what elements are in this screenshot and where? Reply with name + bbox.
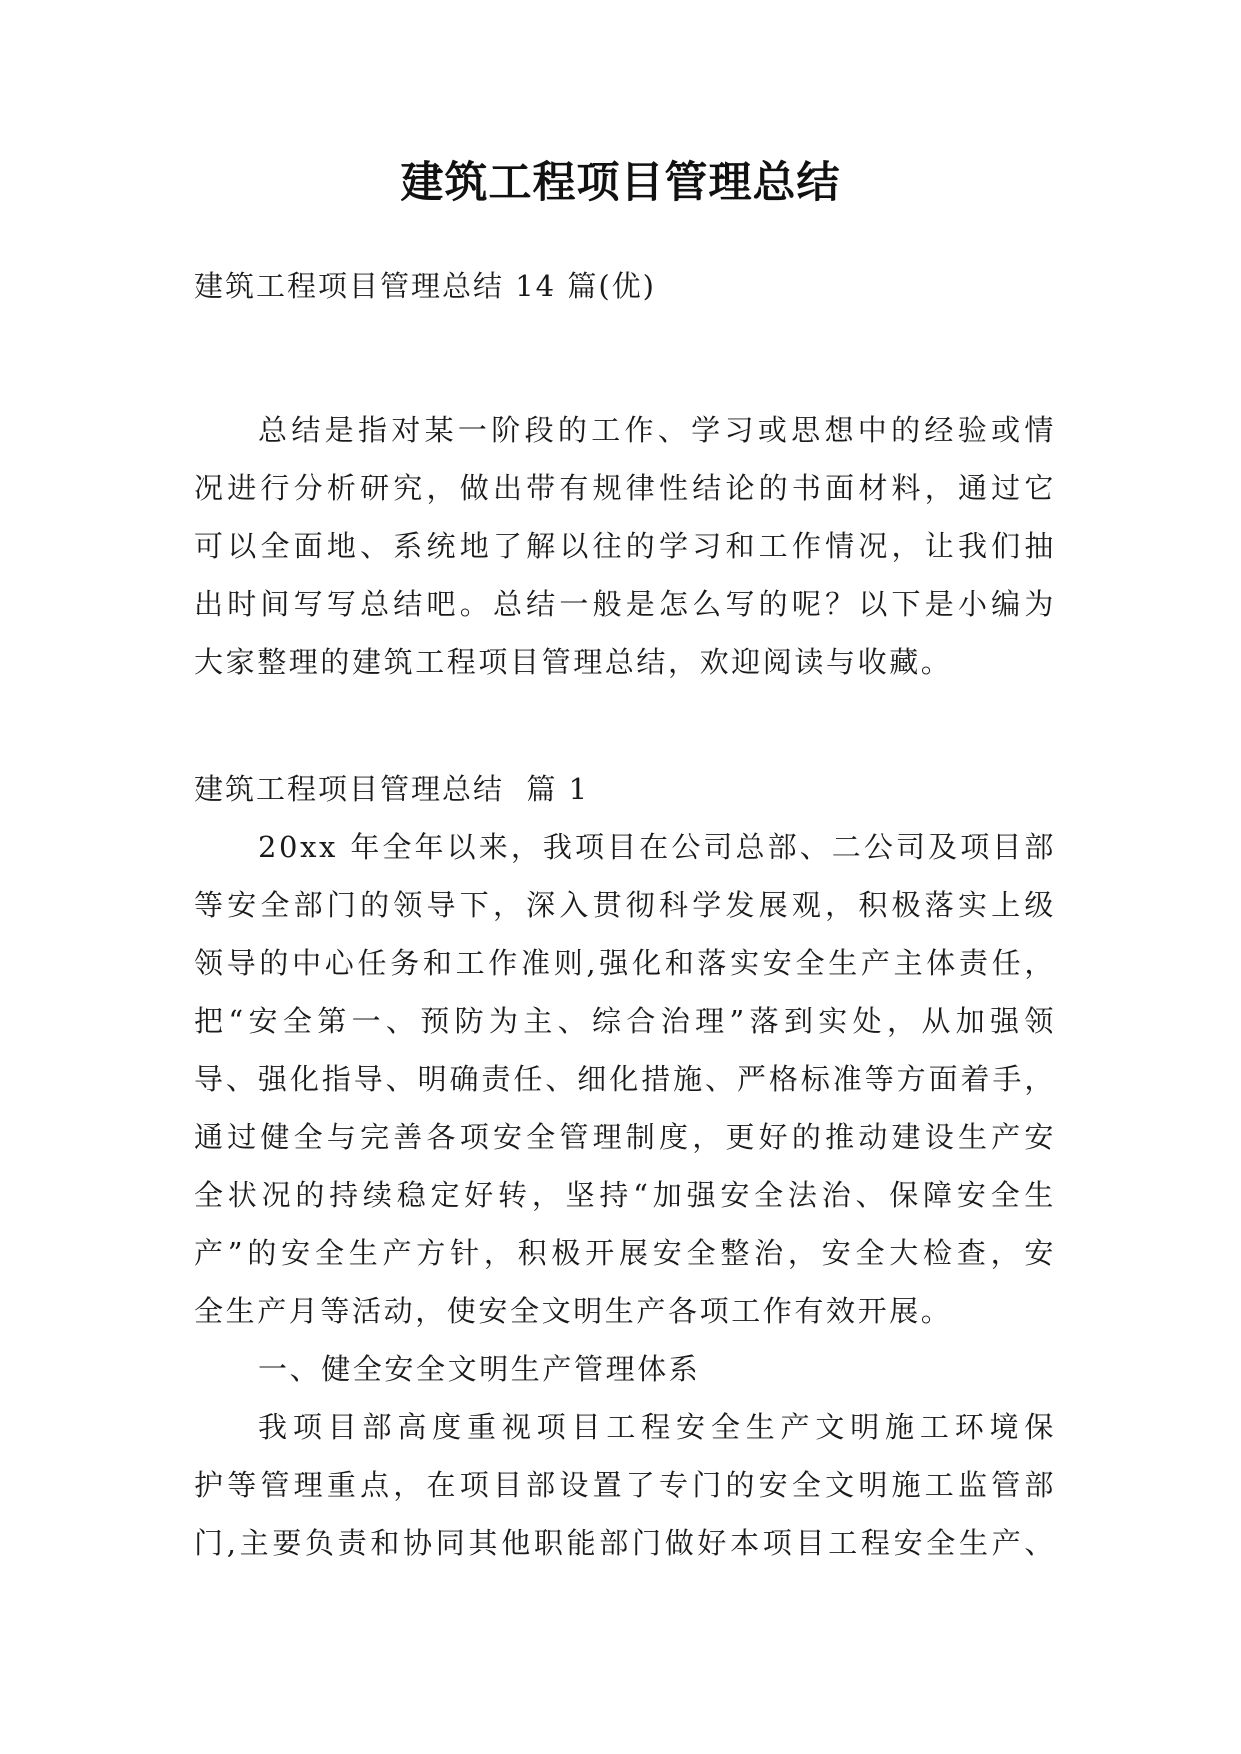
body-line: 产”的安全生产方针，积极开展安全整治，安全大检查，安: [194, 1236, 1056, 1270]
body-line: 我项目部高度重视项目工程安全生产文明施工环境保: [258, 1410, 1056, 1444]
intro-line: 可以全面地、系统地了解以往的学习和工作情况，让我们抽: [194, 529, 1056, 563]
body-paragraph-2: [194, 1398, 1056, 1572]
section-heading: 建筑工程项目管理总结 篇 1: [194, 772, 590, 806]
body-line: 把“安全第一、预防为主、综合治理”落到实处，从加强领: [194, 1004, 1056, 1038]
intro-line: 大家整理的建筑工程项目管理总结，欢迎阅读与收藏。: [194, 645, 953, 679]
body-line: 护等管理重点，在项目部设置了专门的安全文明施工监管部: [194, 1468, 1056, 1502]
document-subtitle: 建筑工程项目管理总结 14 篇(优): [194, 269, 656, 303]
subheading-1: 一、健全安全文明生产管理体系: [258, 1352, 701, 1386]
body-line: 领导的中心任务和工作准则,强化和落实安全生产主体责任，: [194, 946, 1056, 980]
section-body: [194, 818, 1056, 1572]
body-line: 全状况的持续稳定好转，坚持“加强安全法治、保障安全生: [194, 1178, 1056, 1212]
body-line: 20xx 年全年以来，我项目在公司总部、二公司及项目部: [258, 830, 1056, 864]
intro-paragraph: [194, 401, 1056, 691]
intro-line: 总结是指对某一阶段的工作、学习或思想中的经验或情: [258, 413, 1056, 447]
body-line: 全生产月等活动，使安全文明生产各项工作有效开展。: [194, 1294, 953, 1328]
body-line: 等安全部门的领导下，深入贯彻科学发展观，积极落实上级: [194, 888, 1056, 922]
body-paragraph-1: [194, 818, 1056, 1340]
body-line: 门,主要负责和协同其他职能部门做好本项目工程安全生产、: [194, 1526, 1056, 1560]
body-line: 导、强化指导、明确责任、细化措施、严格标准等方面着手，: [194, 1062, 1056, 1096]
intro-line: 况进行分析研究，做出带有规律性结论的书面材料，通过它: [194, 471, 1056, 505]
document-title: 建筑工程项目管理总结: [400, 158, 841, 208]
intro-line: 出时间写写总结吧。总结一般是怎么写的呢？以下是小编为: [194, 587, 1056, 621]
body-line: 通过健全与完善各项安全管理制度，更好的推动建设生产安: [194, 1120, 1056, 1154]
